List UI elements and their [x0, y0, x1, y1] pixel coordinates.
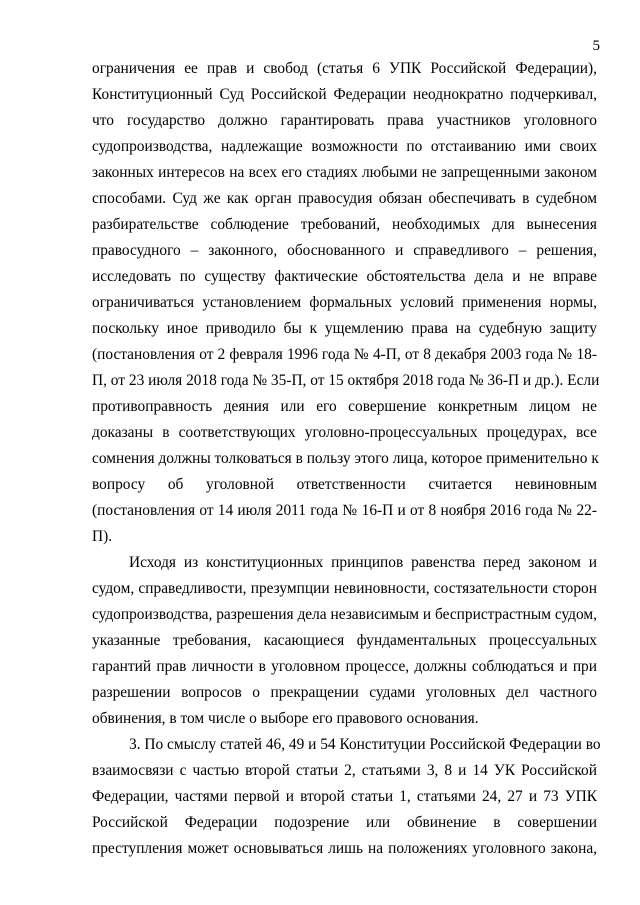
text-line: сомнения должны толковаться в пользу этого лица, которое применительно к — [92, 450, 599, 467]
text-line: доказаны в соответствующих уголовно-процессуальных процедурах, все — [92, 424, 597, 441]
text-line: гарантий прав личности в уголовном процессе, должны соблюдаться и при — [92, 658, 597, 675]
text-line: 3. По смыслу статей 46, 49 и 54 Конституции Российской Федерации во — [129, 736, 601, 753]
page-number: 5 — [592, 38, 600, 54]
text-line: способами. Суд же как орган правосудия обязан обеспечивать в судебном — [92, 190, 597, 207]
text-line: обвинения, в том числе о выборе его правового основания. — [92, 710, 479, 727]
paragraph-3 — [92, 732, 601, 862]
text-line: указанные требования, касающиеся фундаментальных процессуальных — [92, 632, 597, 649]
text-line: (постановления от 2 февраля 1996 года № 4-П, от 8 декабря 2003 года № 18- — [92, 346, 597, 363]
text-line: взаимосвязи с частью второй статьи 2, статьями 3, 8 и 14 УК Российской — [92, 762, 597, 779]
text-line: исследовать по существу фактические обстоятельства дела и не вправе — [92, 268, 597, 285]
text-line: поскольку иное приводило бы к ущемлению права на судебную защиту — [92, 320, 597, 337]
text-line: разрешении вопросов о прекращении судами уголовных дел частного — [92, 684, 597, 701]
paragraph-2 — [92, 550, 597, 732]
text-line: законных интересов на всех его стадиях любыми не запрещенными законом — [92, 164, 597, 181]
text-line: судопроизводства, разрешения дела независимым и беспристрастным судом, — [92, 606, 597, 623]
text-line: что государство должно гарантировать права участников уголовного — [92, 112, 597, 129]
paragraph-1 — [92, 56, 600, 550]
text-line: Российской Федерации подозрение или обвинение в совершении — [92, 814, 597, 831]
text-line: разбирательстве соблюдение требований, необходимых для вынесения — [92, 216, 597, 233]
text-line: судом, справедливости, презумпции невиновности, состязательности сторон — [92, 580, 597, 597]
text-line: правосудного – законного, обоснованного и справедливого – решения, — [92, 242, 597, 259]
document-body — [92, 56, 601, 862]
text-line: Конституционный Суд Российской Федерации неоднократно подчеркивал, — [92, 86, 597, 103]
text-line: (постановления от 14 июля 2011 года № 16-П и от 8 ноября 2016 года № 22- — [92, 502, 597, 519]
text-line: П, от 23 июля 2018 года № 35-П, от 15 октября 2018 года № 36-П и др.). Если — [92, 372, 600, 389]
text-line: П). — [92, 528, 113, 545]
text-line: ограничиваться установлением формальных условий применения нормы, — [92, 294, 597, 311]
text-line: судопроизводства, надлежащие возможности по отстаиванию ими своих — [92, 138, 597, 155]
text-line: Федерации, частями первой и второй статьи 1, статьями 24, 27 и 73 УПК — [92, 788, 597, 805]
text-line: ограничения ее прав и свобод (статья 6 УПК Российской Федерации), — [92, 60, 597, 77]
text-line: преступления может основываться лишь на положениях уголовного закона, — [92, 840, 597, 857]
text-line: вопросу об уголовной ответственности считается невиновным — [92, 476, 597, 493]
text-line: противоправность деяния или его совершение конкретным лицом не — [92, 398, 597, 415]
text-line: Исходя из конституционных принципов равенства перед законом и — [129, 554, 597, 571]
